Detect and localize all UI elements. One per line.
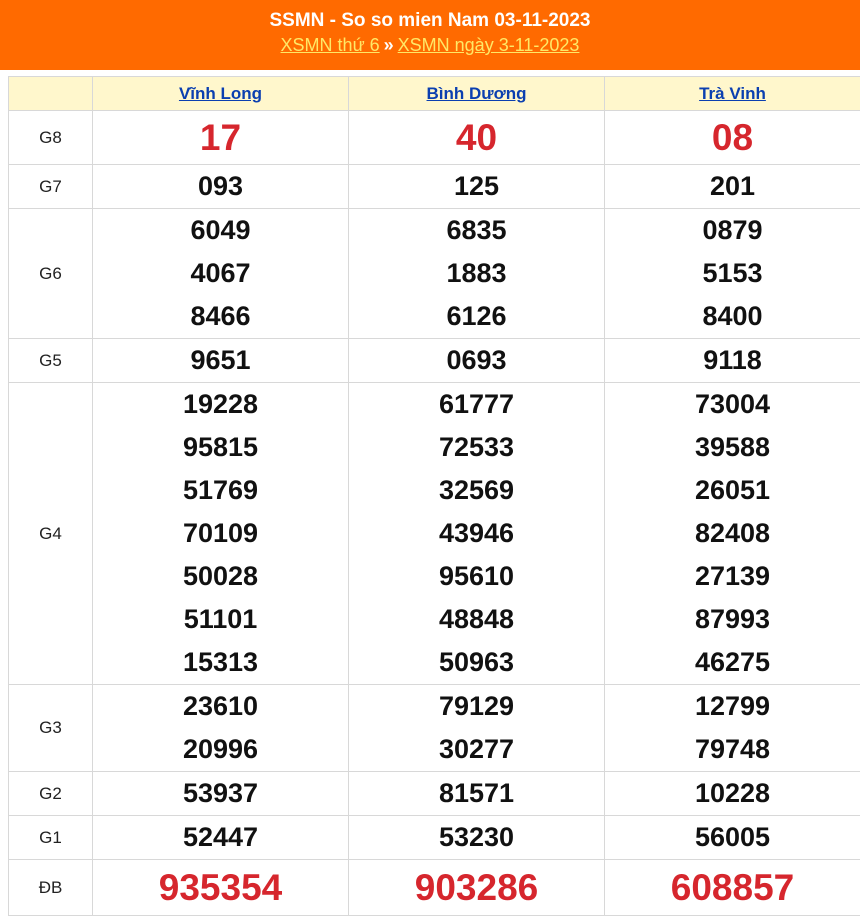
winning-number: 8466 bbox=[190, 301, 251, 331]
prize-cell bbox=[349, 339, 605, 383]
prize-cell bbox=[605, 383, 860, 685]
prize-cell bbox=[349, 383, 605, 685]
winning-number: 17 bbox=[199, 117, 242, 158]
prize-label: G3 bbox=[9, 685, 93, 772]
prize-label: G2 bbox=[9, 772, 93, 816]
winning-number: 79129 bbox=[438, 691, 515, 721]
winning-number: 50028 bbox=[182, 561, 259, 591]
page-title: SSMN - So so mien Nam 03-11-2023 bbox=[269, 10, 591, 31]
winning-number: 903286 bbox=[414, 867, 539, 908]
prize-label: ĐB bbox=[9, 860, 93, 916]
winning-number: 79748 bbox=[694, 734, 771, 764]
prize-label: G1 bbox=[9, 816, 93, 860]
prize-row bbox=[9, 685, 860, 772]
winning-number: 82408 bbox=[694, 518, 771, 548]
corner-cell bbox=[9, 77, 93, 111]
prize-cell bbox=[93, 165, 349, 209]
province-link-tra-vinh[interactable]: Trà Vinh bbox=[699, 83, 766, 103]
prize-label: G7 bbox=[9, 165, 93, 209]
prize-row bbox=[9, 772, 860, 816]
winning-number: 9118 bbox=[703, 345, 762, 375]
winning-number: 201 bbox=[709, 171, 756, 201]
prize-row bbox=[9, 339, 860, 383]
prize-cell bbox=[605, 772, 860, 816]
prize-cell bbox=[93, 209, 349, 339]
winning-number: 27139 bbox=[694, 561, 771, 591]
winning-number: 9651 bbox=[190, 345, 251, 375]
winning-number: 08 bbox=[711, 117, 754, 158]
prize-cell bbox=[349, 209, 605, 339]
prize-cell bbox=[93, 860, 349, 916]
winning-number: 53230 bbox=[438, 822, 515, 852]
winning-number: 12799 bbox=[694, 691, 771, 721]
prize-cell bbox=[349, 165, 605, 209]
winning-number: 6049 bbox=[190, 215, 251, 245]
prize-label: G4 bbox=[9, 383, 93, 685]
prize-row bbox=[9, 860, 860, 916]
winning-number: 125 bbox=[453, 171, 500, 201]
prize-row bbox=[9, 383, 860, 685]
prize-cell bbox=[349, 111, 605, 165]
winning-number: 95815 bbox=[182, 432, 259, 462]
winning-number: 8400 bbox=[702, 301, 763, 331]
winning-number: 10228 bbox=[694, 778, 771, 808]
winning-number: 70109 bbox=[182, 518, 259, 548]
results-table bbox=[8, 76, 860, 916]
winning-number: 093 bbox=[197, 171, 244, 201]
prize-row bbox=[9, 209, 860, 339]
winning-number: 51769 bbox=[182, 475, 259, 505]
breadcrumb bbox=[0, 33, 860, 57]
winning-number: 39588 bbox=[694, 432, 771, 462]
winning-number: 0693 bbox=[446, 345, 507, 375]
prize-cell bbox=[605, 860, 860, 916]
prize-label: G8 bbox=[9, 111, 93, 165]
province-header bbox=[93, 77, 349, 111]
province-link-binh-duong[interactable]: Bình Dương bbox=[426, 83, 527, 103]
prize-cell bbox=[349, 816, 605, 860]
winning-number: 15313 bbox=[182, 647, 259, 677]
winning-number: 51101 bbox=[183, 604, 258, 634]
prize-cell bbox=[93, 383, 349, 685]
winning-number: 6835 bbox=[446, 215, 507, 245]
winning-number: 20996 bbox=[182, 734, 259, 764]
prize-cell bbox=[605, 209, 860, 339]
winning-number: 56005 bbox=[694, 822, 771, 852]
winning-number: 935354 bbox=[158, 867, 283, 908]
prize-cell bbox=[93, 111, 349, 165]
winning-number: 72533 bbox=[438, 432, 515, 462]
table-header-row bbox=[9, 77, 860, 111]
prize-cell bbox=[93, 339, 349, 383]
prize-cell bbox=[605, 339, 860, 383]
prize-label: G5 bbox=[9, 339, 93, 383]
prize-cell bbox=[93, 772, 349, 816]
winning-number: 53937 bbox=[182, 778, 259, 808]
prize-cell bbox=[93, 816, 349, 860]
winning-number: 43946 bbox=[438, 518, 515, 548]
prize-cell bbox=[605, 685, 860, 772]
breadcrumb-separator: » bbox=[383, 35, 394, 55]
winning-number: 1883 bbox=[446, 258, 507, 288]
province-header bbox=[605, 77, 860, 111]
winning-number: 0879 bbox=[702, 215, 763, 245]
prize-cell bbox=[349, 772, 605, 816]
winning-number: 81571 bbox=[438, 778, 515, 808]
prize-label: G6 bbox=[9, 209, 93, 339]
winning-number: 52447 bbox=[182, 822, 259, 852]
prize-cell bbox=[349, 860, 605, 916]
winning-number: 73004 bbox=[694, 389, 771, 419]
prize-cell bbox=[605, 816, 860, 860]
breadcrumb-link-date[interactable]: XSMN ngày 3-11-2023 bbox=[397, 35, 580, 55]
prize-row bbox=[9, 816, 860, 860]
winning-number: 19228 bbox=[182, 389, 259, 419]
winning-number: 40 bbox=[455, 117, 498, 158]
winning-number: 608857 bbox=[670, 867, 795, 908]
province-link-vinh-long[interactable]: Vĩnh Long bbox=[178, 83, 263, 103]
winning-number: 50963 bbox=[438, 647, 515, 677]
winning-number: 61777 bbox=[438, 389, 515, 419]
winning-number: 23610 bbox=[182, 691, 259, 721]
winning-number: 26051 bbox=[694, 475, 771, 505]
winning-number: 46275 bbox=[694, 647, 771, 677]
winning-number: 32569 bbox=[438, 475, 515, 505]
winning-number: 5153 bbox=[702, 258, 763, 288]
winning-number: 95610 bbox=[438, 561, 515, 591]
winning-number: 87993 bbox=[694, 604, 771, 634]
prize-cell bbox=[349, 685, 605, 772]
prize-cell bbox=[605, 111, 860, 165]
prize-row bbox=[9, 165, 860, 209]
winning-number: 48848 bbox=[438, 604, 515, 634]
winning-number: 4067 bbox=[190, 258, 251, 288]
province-header bbox=[349, 77, 605, 111]
winning-number: 30277 bbox=[438, 734, 515, 764]
winning-number: 6126 bbox=[446, 301, 507, 331]
page-header bbox=[0, 0, 860, 70]
prize-cell bbox=[605, 165, 860, 209]
breadcrumb-link-weekday[interactable]: XSMN thứ 6 bbox=[280, 35, 380, 55]
prize-cell bbox=[93, 685, 349, 772]
prize-row bbox=[9, 111, 860, 165]
